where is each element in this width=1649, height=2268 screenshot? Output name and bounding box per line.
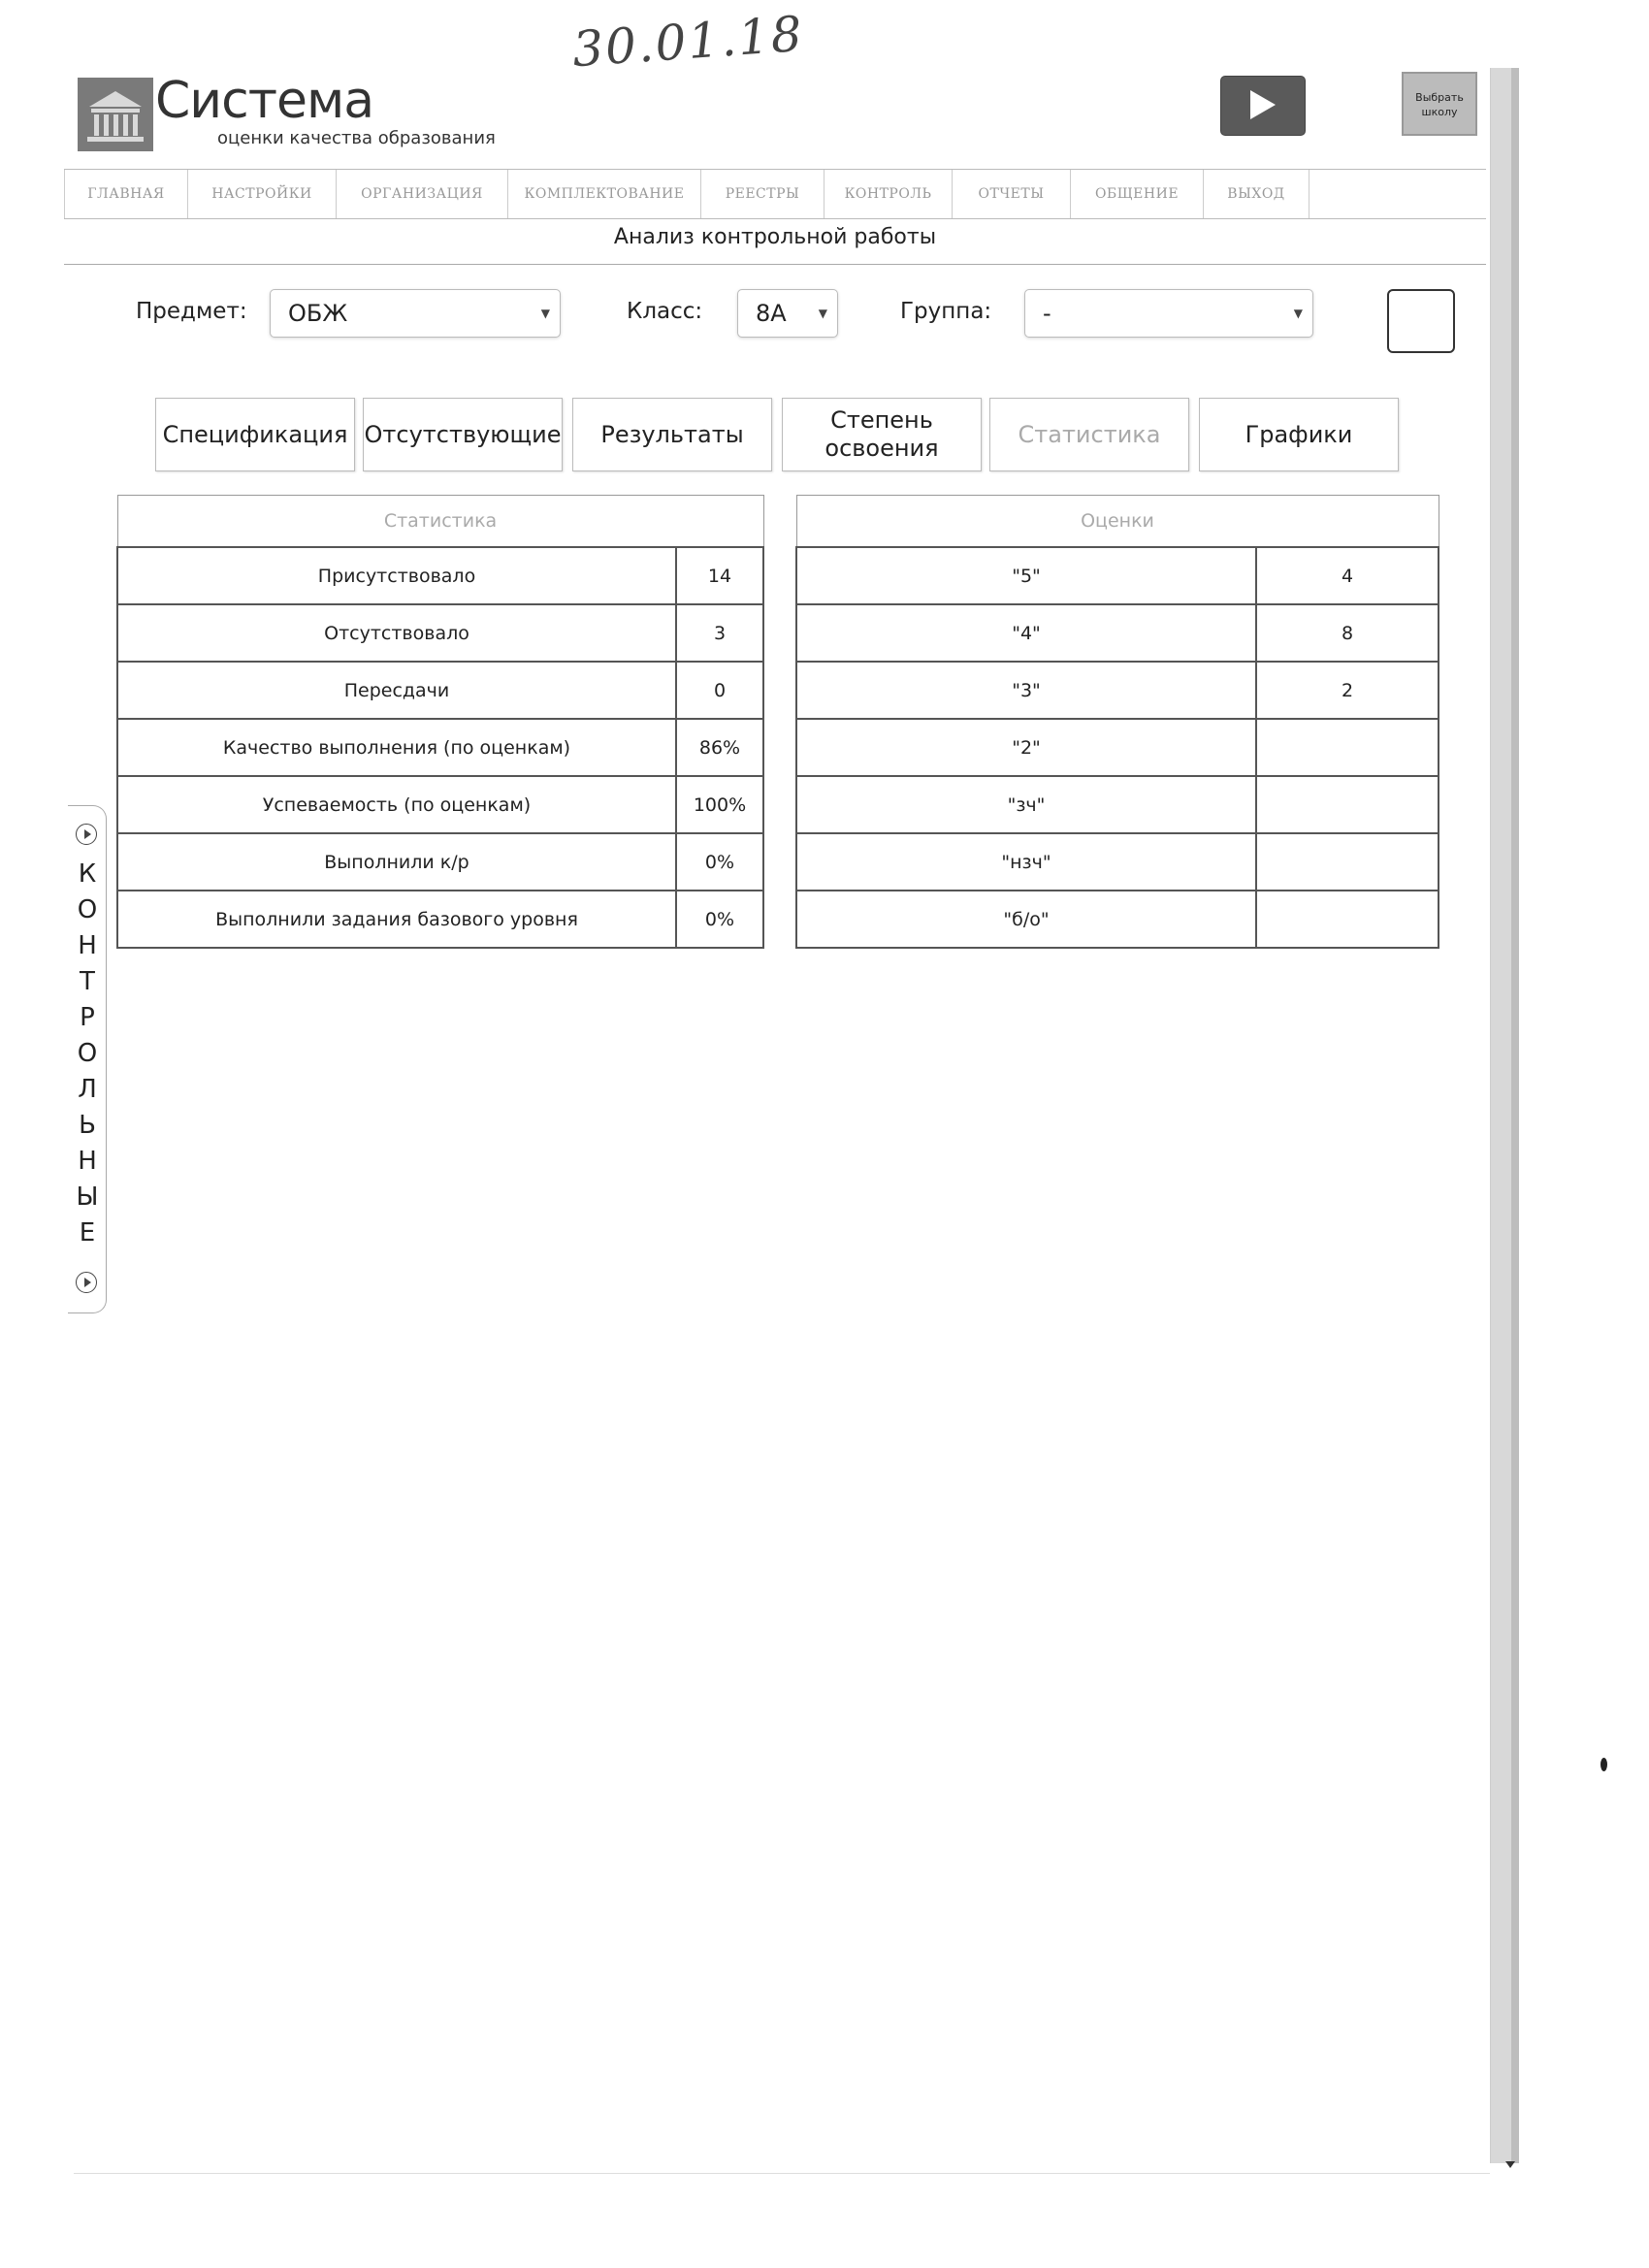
nav-item-registers[interactable]: РЕЕСТРЫ bbox=[701, 170, 824, 218]
stat-label: Успеваемость (по оценкам) bbox=[117, 776, 676, 833]
grade-label: "3" bbox=[796, 662, 1256, 719]
option-checkbox[interactable] bbox=[1387, 289, 1455, 353]
side-letter: Ы bbox=[76, 1183, 99, 1212]
grade-count bbox=[1256, 833, 1439, 891]
table-row bbox=[796, 662, 1439, 719]
grade-label: "нзч" bbox=[796, 833, 1256, 891]
tab-results[interactable]: Результаты bbox=[572, 398, 772, 471]
class-select-value: 8А bbox=[756, 300, 787, 327]
statistics-table bbox=[116, 495, 764, 949]
side-letter: О bbox=[77, 1039, 98, 1068]
class-select[interactable] bbox=[737, 289, 838, 338]
scroll-down-icon[interactable] bbox=[1505, 2161, 1515, 2168]
side-letter: Ь bbox=[79, 1111, 96, 1140]
grades-table bbox=[795, 495, 1439, 949]
grades-table-header: Оценки bbox=[796, 496, 1439, 548]
divider bbox=[64, 264, 1486, 265]
table-row bbox=[117, 547, 763, 604]
table-row bbox=[117, 719, 763, 776]
stat-label: Качество выполнения (по оценкам) bbox=[117, 719, 676, 776]
logo-title: Система bbox=[155, 72, 374, 130]
table-row bbox=[796, 604, 1439, 662]
side-letter: Л bbox=[78, 1075, 97, 1104]
grade-label: "2" bbox=[796, 719, 1256, 776]
stat-value: 0 bbox=[676, 662, 763, 719]
main-nav bbox=[64, 169, 1486, 219]
scan-mark bbox=[1600, 1758, 1607, 1771]
tab-absent[interactable]: Отсутствующие bbox=[363, 398, 563, 471]
page-title: Анализ контрольной работы bbox=[613, 225, 937, 249]
scrollbar-thumb[interactable] bbox=[1511, 68, 1519, 2163]
play-icon bbox=[1248, 88, 1277, 121]
chevron-down-icon: ▼ bbox=[540, 307, 550, 320]
stat-value: 14 bbox=[676, 547, 763, 604]
expand-arrow-icon[interactable] bbox=[76, 824, 97, 845]
tests-side-panel-toggle[interactable] bbox=[68, 805, 107, 1313]
nav-item-reports[interactable]: ОТЧЕТЫ bbox=[953, 170, 1071, 218]
group-label: Группа: bbox=[900, 299, 992, 324]
statistics-table-header: Статистика bbox=[117, 496, 763, 548]
logo-subtitle: оценки качества образования bbox=[217, 128, 496, 148]
grade-count bbox=[1256, 891, 1439, 948]
nav-item-communication[interactable]: ОБЩЕНИЕ bbox=[1071, 170, 1204, 218]
handwritten-date: 30.01.18 bbox=[570, 5, 806, 79]
table-row bbox=[117, 604, 763, 662]
side-letter: Е bbox=[79, 1218, 96, 1247]
tab-mastery-level-label: Степень освоения bbox=[824, 406, 939, 462]
table-row bbox=[796, 891, 1439, 948]
grade-count: 8 bbox=[1256, 604, 1439, 662]
table-row bbox=[796, 547, 1439, 604]
group-select[interactable] bbox=[1024, 289, 1313, 338]
nav-item-settings[interactable]: НАСТРОЙКИ bbox=[188, 170, 337, 218]
stat-value: 0% bbox=[676, 833, 763, 891]
stat-value: 86% bbox=[676, 719, 763, 776]
grade-count: 4 bbox=[1256, 547, 1439, 604]
side-letter: К bbox=[78, 859, 97, 889]
tab-mastery-level[interactable] bbox=[782, 398, 982, 471]
grade-count bbox=[1256, 776, 1439, 833]
nav-item-staffing[interactable]: КОМПЛЕКТОВАНИЕ bbox=[508, 170, 701, 218]
table-row bbox=[796, 833, 1439, 891]
grade-count: 2 bbox=[1256, 662, 1439, 719]
table-row bbox=[796, 776, 1439, 833]
stat-label: Присутствовало bbox=[117, 547, 676, 604]
table-row bbox=[117, 891, 763, 948]
stat-label: Выполнили задания базового уровня bbox=[117, 891, 676, 948]
side-letter: Н bbox=[78, 1147, 97, 1176]
stat-label: Отсутствовало bbox=[117, 604, 676, 662]
stat-value: 0% bbox=[676, 891, 763, 948]
nav-item-exit[interactable]: ВЫХОД bbox=[1204, 170, 1310, 218]
nav-item-organization[interactable]: ОРГАНИЗАЦИЯ bbox=[337, 170, 508, 218]
tab-statistics[interactable]: Статистика bbox=[989, 398, 1189, 471]
group-select-value: - bbox=[1043, 300, 1051, 327]
grade-count bbox=[1256, 719, 1439, 776]
stat-value: 100% bbox=[676, 776, 763, 833]
table-row bbox=[117, 833, 763, 891]
side-letter: Р bbox=[80, 1003, 95, 1032]
grade-label: "зч" bbox=[796, 776, 1256, 833]
stat-value: 3 bbox=[676, 604, 763, 662]
chevron-down-icon: ▼ bbox=[1293, 307, 1303, 320]
table-row bbox=[117, 662, 763, 719]
chevron-down-icon: ▼ bbox=[818, 307, 827, 320]
class-label: Класс: bbox=[627, 299, 703, 324]
side-letter: Н bbox=[78, 931, 97, 960]
nav-item-home[interactable]: ГЛАВНАЯ bbox=[64, 170, 188, 218]
table-row bbox=[117, 776, 763, 833]
side-panel-label bbox=[68, 857, 107, 1251]
side-letter: О bbox=[77, 895, 98, 924]
grade-label: "б/о" bbox=[796, 891, 1256, 948]
table-row bbox=[796, 719, 1439, 776]
subject-select[interactable] bbox=[270, 289, 561, 338]
tab-charts[interactable]: Графики bbox=[1199, 398, 1399, 471]
stat-label: Выполнили к/р bbox=[117, 833, 676, 891]
grade-label: "4" bbox=[796, 604, 1256, 662]
grade-label: "5" bbox=[796, 547, 1256, 604]
stat-label: Пересдачи bbox=[117, 662, 676, 719]
logo-icon bbox=[78, 78, 153, 151]
nav-item-control[interactable]: КОНТРОЛЬ bbox=[824, 170, 953, 218]
side-letter: Т bbox=[80, 967, 95, 996]
play-button[interactable] bbox=[1220, 76, 1306, 136]
expand-arrow-icon[interactable] bbox=[76, 1272, 97, 1293]
tab-specification[interactable]: Спецификация bbox=[155, 398, 355, 471]
choose-school-button[interactable]: Выбрать школу bbox=[1402, 72, 1477, 136]
subject-select-value: ОБЖ bbox=[288, 300, 348, 327]
subject-label: Предмет: bbox=[136, 299, 247, 324]
divider bbox=[74, 2173, 1490, 2174]
